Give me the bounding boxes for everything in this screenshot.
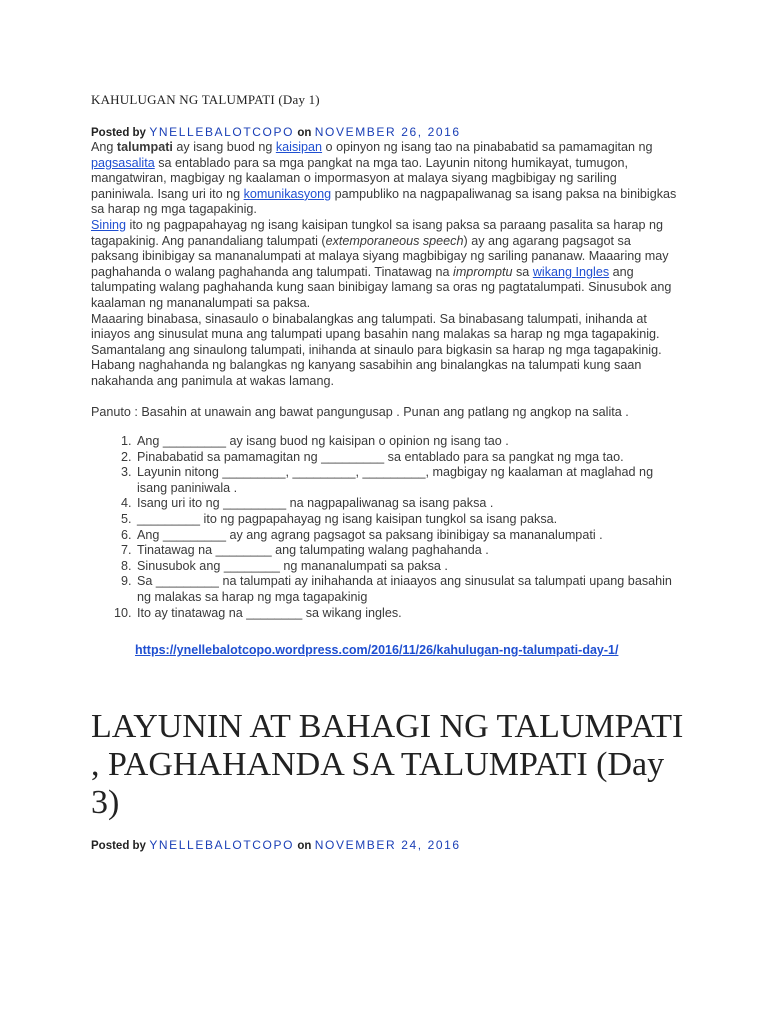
quiz-item: 3. Layunin nitong _________, _________, _________, magbigay ng kaalaman at maglahad ng isang paniniwala . bbox=[135, 465, 681, 496]
link-sining[interactable]: Sining bbox=[91, 217, 127, 232]
link-wikang-ingles[interactable]: wikang Ingles bbox=[532, 264, 610, 279]
quiz-item: 6. Ang _________ ay ang agrang pagsagot sa paksang ibinibigay sa mananalumpati . bbox=[135, 528, 681, 544]
quiz-item: 1. Ang _________ ay isang buod ng kaisipan o opinion ng isang tao . bbox=[135, 434, 681, 450]
italic-term: extemporaneous speech bbox=[325, 233, 464, 248]
link-kaisipan[interactable]: kaisipan bbox=[275, 140, 323, 154]
on-label: on bbox=[297, 127, 312, 139]
quiz-item: 4. Isang uri ito ng _________ na nagpapaliwanag sa isang paksa . bbox=[135, 496, 681, 512]
source-link[interactable]: https://ynellebalotcopo.wordpress.com/2016/11/26/kahulugan-ng-talumpati-day-1/ bbox=[135, 643, 619, 657]
date-link[interactable]: NOVEMBER 26, 2016 bbox=[314, 125, 461, 139]
text: sa entablado para sa mga pangkat na mga tao. Layunin nitong humikayat, tumugon, mangatwiran, magbigay ng kaalaman o impormasyon at malaya siyang magbibigay ng sariling paniniwala. Isang uri ito ng bbox=[91, 155, 628, 201]
text: ay isang buod ng bbox=[172, 140, 276, 154]
quiz-item: 8. Sinusubok ang ________ ng mananalumpati sa paksa . bbox=[135, 559, 681, 575]
text: o opinyon ng isang tao na pinababatid sa pamamagitan ng bbox=[322, 140, 653, 154]
posted-by-label: Posted by bbox=[91, 127, 146, 139]
text: ito ng pagpapahayag ng isang kaisipan tungkol sa isang paksa sa paraang pasalita sa harap ng tagapakinig. Ang panandaliang talumpati ( bbox=[91, 217, 664, 248]
quiz-item: 7. Tinatawag na ________ ang talumpating walang paghahanda . bbox=[135, 543, 681, 559]
quiz-item: 5. _________ ito ng pagpapahayag ng isang kaisipan tungkol sa isang paksa. bbox=[135, 512, 681, 528]
text: ang talumpating walang paghahanda kung saan binibigay lamang sa oras ng pagtatalumpati. Sinusubok ang kaalaman ng mananalumpati sa paksa. bbox=[91, 264, 672, 310]
quiz-item: 2. Pinababatid sa pamamagitan ng _________ sa entablado para sa pangkat ng mga tao. bbox=[135, 450, 681, 466]
text: pampubliko na nagpapaliwanag sa isang paksa na binibigkas sa harap ng mga tagapakinig. bbox=[91, 186, 677, 217]
date-link[interactable]: NOVEMBER 24, 2016 bbox=[314, 838, 461, 852]
post-meta bbox=[91, 838, 461, 852]
text: Ang bbox=[91, 140, 117, 154]
link-komunikasyong[interactable]: komunikasyong bbox=[243, 186, 332, 201]
post-title: KAHULUGAN NG TALUMPATI (Day 1) bbox=[91, 92, 320, 107]
link-pagsasalita[interactable]: pagsasalita bbox=[91, 155, 155, 170]
quiz-list bbox=[91, 434, 681, 621]
quiz-item: 10. Ito ay tinatawag na ________ sa wikang ingles. bbox=[135, 606, 681, 622]
paragraph bbox=[91, 140, 681, 218]
italic-term: impromptu bbox=[453, 264, 513, 279]
author-link[interactable]: YNELLEBALOTCOPO bbox=[149, 125, 295, 139]
paragraph: Maaaring binabasa, sinasaulo o binabalangkas ang talumpati. Sa binabasang talumpati, inihanda at iniayos ang sinusulat muna ang talumpati upang basahin nang malakas sa harap ng mga tagapakinig. Samantalang ang sinaulong talumpati, inihanda at sinaulo para bigkasin sa harap ng mga tagapakinig. Habang naghahanda ng balangkas ng kanyang sasabihin ang binalangkas na talumpati kung saan nakahanda ang panimula at wakas lamang. bbox=[91, 311, 662, 388]
on-label: on bbox=[297, 840, 312, 852]
instruction-text: Panuto : Basahin at unawain ang bawat pangungusap . Punan ang patlang ng angkop na salita . bbox=[91, 404, 629, 419]
post-title: LAYUNIN AT BAHAGI NG TALUMPATI , PAGHAHANDA SA TALUMPATI (Day 3) bbox=[91, 708, 684, 821]
quiz-item: 9. Sa _________ na talumpati ay inihahanda at iniaayos ang sinusulat sa talumpati upang basahin ng malakas sa harap ng mga tagapakinig bbox=[135, 574, 681, 605]
bold-term: talumpati bbox=[116, 140, 173, 154]
post-meta bbox=[91, 125, 461, 139]
author-link[interactable]: YNELLEBALOTCOPO bbox=[149, 838, 295, 852]
post-body bbox=[91, 140, 681, 621]
paragraph bbox=[91, 218, 681, 312]
text: sa bbox=[512, 264, 533, 279]
posted-by-label: Posted by bbox=[91, 840, 146, 852]
text: ) ay ang agarang pagsagot sa paksang ibinibigay sa mananalumpati at malaya siyang magbibigay ng sariling pananaw. Maaaring may paghahanda o walang paghahanda ang talumpati. Tinatawag na bbox=[91, 233, 669, 279]
